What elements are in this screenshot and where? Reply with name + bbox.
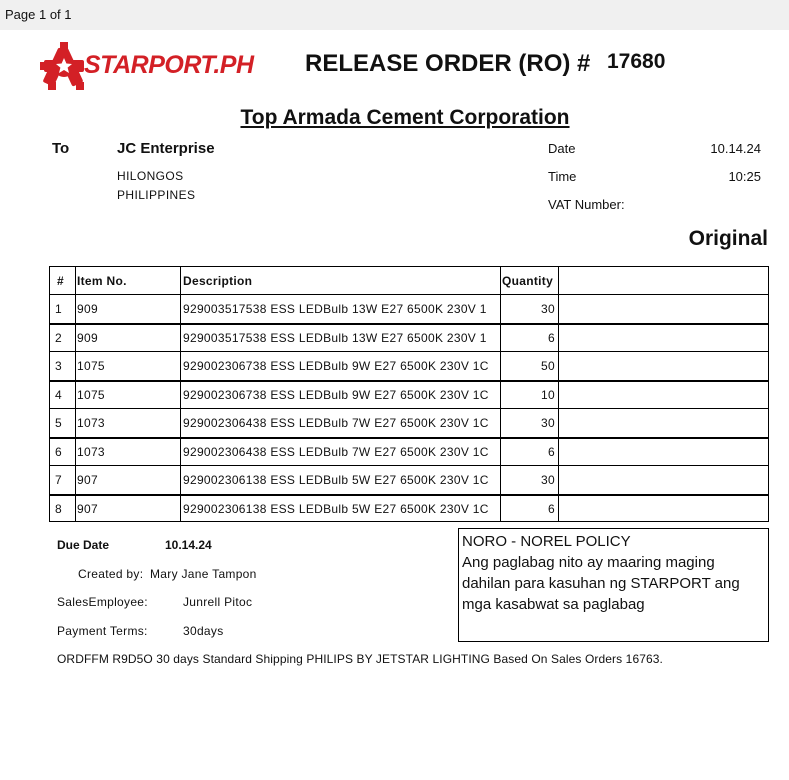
company-name: Top Armada Cement Corporation bbox=[240, 106, 570, 129]
cell-desc: 929002306138 ESS LEDBulb 5W E27 6500K 230V 1C bbox=[183, 502, 489, 516]
row-divider bbox=[49, 465, 769, 466]
due-date-value: 10.14.24 bbox=[165, 538, 212, 552]
date-value: 10.14.24 bbox=[710, 141, 761, 156]
to-label: To bbox=[52, 140, 70, 157]
column-divider bbox=[500, 266, 501, 522]
cell-num: 5 bbox=[55, 416, 62, 430]
cell-qty: 50 bbox=[541, 359, 555, 373]
vat-label: VAT Number: bbox=[548, 197, 625, 212]
copy-label: Original bbox=[688, 227, 768, 250]
cell-num: 2 bbox=[55, 331, 62, 345]
row-divider bbox=[49, 408, 769, 409]
address-line-2: PHILIPPINES bbox=[117, 188, 196, 202]
cell-item: 909 bbox=[77, 331, 98, 345]
cell-qty: 30 bbox=[541, 473, 555, 487]
cell-qty: 30 bbox=[541, 416, 555, 430]
row-divider bbox=[49, 437, 769, 439]
cell-qty: 10 bbox=[541, 388, 555, 402]
header-item: Item No. bbox=[77, 274, 127, 288]
logo-wordmark: STARPORT.PH bbox=[84, 51, 254, 79]
cell-num: 6 bbox=[55, 445, 62, 459]
cell-desc: 929002306738 ESS LEDBulb 9W E27 6500K 230V 1C bbox=[183, 388, 489, 402]
row-divider bbox=[49, 294, 769, 295]
payment-terms-label: Payment Terms: bbox=[57, 624, 148, 638]
sales-employee-label: SalesEmployee: bbox=[57, 595, 148, 609]
row-divider bbox=[49, 380, 769, 382]
cell-num: 1 bbox=[55, 302, 62, 316]
header-num: # bbox=[57, 274, 64, 288]
policy-line-2: dahilan para kasuhan ng STARPORT ang bbox=[462, 575, 740, 592]
created-by-label: Created by: bbox=[78, 567, 144, 581]
cell-item: 1073 bbox=[77, 445, 105, 459]
time-label: Time bbox=[548, 169, 577, 184]
cell-num: 7 bbox=[55, 473, 62, 487]
document-page bbox=[0, 30, 789, 780]
recipient-name: JC Enterprise bbox=[117, 140, 215, 157]
cell-desc: 929003517538 ESS LEDBulb 13W E27 6500K 230V 1 bbox=[183, 302, 487, 316]
sales-employee-value: Junrell Pitoc bbox=[183, 595, 253, 609]
cell-item: 907 bbox=[77, 502, 98, 516]
cell-qty: 6 bbox=[548, 445, 555, 459]
policy-box bbox=[458, 528, 769, 642]
cell-desc: 929002306438 ESS LEDBulb 7W E27 6500K 230V 1C bbox=[183, 416, 489, 430]
cell-num: 3 bbox=[55, 359, 62, 373]
cell-item: 1073 bbox=[77, 416, 105, 430]
cell-item: 909 bbox=[77, 302, 98, 316]
policy-line-3: mga kasabwat sa paglabag bbox=[462, 596, 645, 613]
items-table bbox=[49, 266, 769, 522]
document-title: RELEASE ORDER (RO) # bbox=[305, 50, 591, 77]
column-divider bbox=[75, 266, 76, 522]
cell-qty: 30 bbox=[541, 302, 555, 316]
ro-number: 17680 bbox=[607, 50, 666, 73]
cell-desc: 929002306138 ESS LEDBulb 5W E27 6500K 230V 1C bbox=[183, 473, 489, 487]
policy-line-1: Ang paglabag nito ay maaring maging bbox=[462, 554, 715, 571]
row-divider bbox=[49, 323, 769, 325]
cell-desc: 929002306738 ESS LEDBulb 9W E27 6500K 230V 1C bbox=[183, 359, 489, 373]
cell-desc: 929003517538 ESS LEDBulb 13W E27 6500K 230V 1 bbox=[183, 331, 487, 345]
payment-terms-value: 30days bbox=[183, 624, 224, 638]
column-divider bbox=[180, 266, 181, 522]
address-line-1: HILONGOS bbox=[117, 169, 184, 183]
cell-qty: 6 bbox=[548, 502, 555, 516]
created-by-value: Mary Jane Tampon bbox=[150, 567, 257, 581]
header-description: Description bbox=[183, 274, 253, 288]
page-indicator: Page 1 of 1 bbox=[0, 0, 789, 30]
policy-title: NORO - NOREL POLICY bbox=[462, 533, 631, 550]
row-divider bbox=[49, 494, 769, 496]
column-divider bbox=[558, 266, 559, 522]
cell-qty: 6 bbox=[548, 331, 555, 345]
cell-item: 1075 bbox=[77, 359, 105, 373]
cell-item: 1075 bbox=[77, 388, 105, 402]
cell-desc: 929002306438 ESS LEDBulb 7W E27 6500K 230V 1C bbox=[183, 445, 489, 459]
header-quantity: Quantity bbox=[502, 274, 554, 288]
due-date-label: Due Date bbox=[57, 538, 110, 552]
starport-logo bbox=[40, 38, 254, 98]
cell-num: 4 bbox=[55, 388, 62, 402]
star-gear-icon bbox=[40, 38, 90, 98]
row-divider bbox=[49, 351, 769, 352]
cell-num: 8 bbox=[55, 502, 62, 516]
date-label: Date bbox=[548, 141, 576, 156]
time-value: 10:25 bbox=[728, 169, 761, 184]
footer-note: ORDFFM R9D5O 30 days Standard Shipping PHILIPS BY JETSTAR LIGHTING Based On Sales Orders 16763. bbox=[57, 652, 663, 666]
cell-item: 907 bbox=[77, 473, 98, 487]
